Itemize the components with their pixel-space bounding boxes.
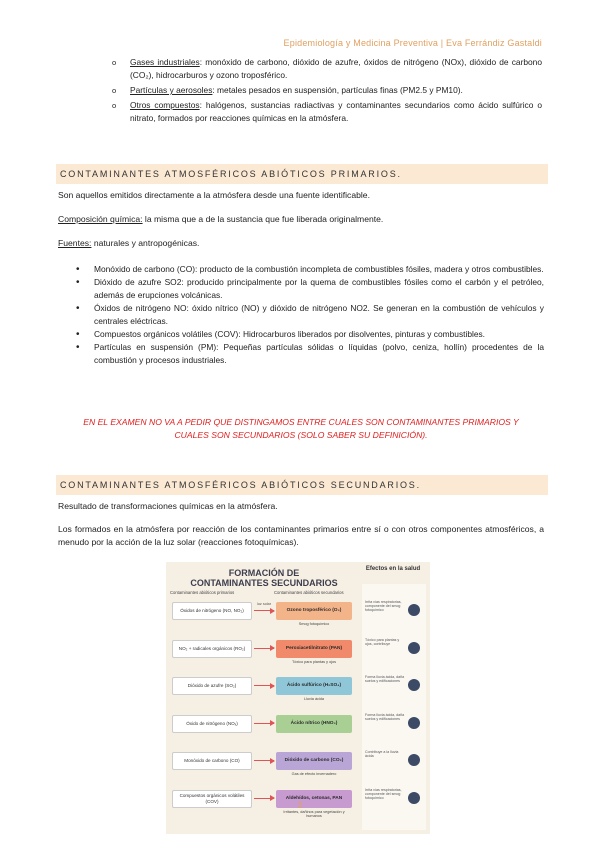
health-effect-icon — [408, 604, 420, 616]
list-item: • Monóxido de carbono (CO): producto de la combustión incompleta de combustibles fósiles, madera y otros combustibles. — [72, 263, 544, 276]
arrow-head-icon — [270, 683, 275, 689]
primary-pollutant-box: Monóxido de carbono (CO) — [172, 752, 252, 770]
col-effects-header: Efectos en la salud — [365, 566, 421, 572]
secondary-pollutant-box: Dióxido de carbono (CO₂) — [276, 752, 352, 770]
arrow-head-icon — [270, 608, 275, 614]
health-effect-text: Tóxico para plantas y ojos, contribuye — [365, 637, 400, 646]
secondary-note: Smog fotoquímico — [298, 622, 330, 626]
health-effect-icon — [408, 754, 420, 766]
arrow-head-icon — [270, 645, 275, 651]
health-effect-icon — [408, 642, 420, 654]
secondary-pollutant-box: Aldehídos, cetonas, PAN — [276, 790, 352, 808]
list-item: • Óxidos de nitrógeno NO: óxido nítrico (NO) y dióxido de nitrógeno NO2. Se generan en la combustión de vehículos y centrales eléctricas. — [72, 302, 544, 328]
health-effect-icon — [408, 717, 420, 729]
arrow-head-icon — [270, 720, 275, 726]
secondary-pollutant-box: Ácido nítrico (HNO₃) — [276, 715, 352, 733]
primary-pollutant-box: Dióxido de azufre (SO₂) — [172, 677, 252, 695]
section-heading-primarios: CONTAMINANTES ATMOSFÉRICOS ABIÓTICOS PRIMARIOS. — [56, 164, 548, 184]
secondary-note: Irritantes, dañinos para vegetación y humanos — [283, 809, 345, 818]
list-item — [112, 56, 542, 82]
composition-label: Composición química: — [58, 214, 143, 224]
primary-pollutant-box: Óxido de nitrógeno (NOₓ) — [172, 715, 252, 733]
health-effect-text: Irrita vías respiratorias, componente del smog fotoquímico — [365, 600, 402, 613]
list-item-term: Gases industriales — [130, 57, 200, 67]
secondary-note: Gas de efecto invernadero — [291, 772, 337, 776]
list-item — [112, 84, 542, 97]
list-item — [112, 99, 542, 125]
secondary-pollutant-box: Ozono troposférico (O₃) — [276, 602, 352, 620]
arrow-label: luz solar — [256, 602, 272, 606]
infographic-title-line2: CONTAMINANTES SECUNDARIOS — [190, 578, 338, 588]
sources-label: Fuentes: — [58, 238, 92, 248]
sources-text: naturales y antropogénicas. — [91, 238, 200, 248]
primary-pollutant-box: Óxidos de nitrógeno (NO, NO₂) — [172, 602, 252, 620]
list-item-text: : metales pesados en suspensión, partículas finas (PM2.5 y PM10). — [212, 85, 463, 95]
infographic-title-line1: FORMACIÓN DE — [228, 568, 300, 578]
secondary-note: Lluvia ácida — [303, 697, 325, 701]
composition-text: la misma que a de la sustancia que fue liberada originalmente. — [142, 214, 384, 224]
page-number: 2 — [297, 800, 303, 810]
sources-line — [58, 237, 544, 250]
health-effect-text: Forma lluvia ácida, daña suelos y edificaciones — [365, 712, 405, 721]
col-primary-header: Contaminantes abióticos primarios — [170, 590, 235, 595]
list-item: • Dióxido de azufre SO2: producido principalmente por la quema de combustibles fósiles como el carbón y el petróleo, además de erupciones volcánicas. — [72, 276, 544, 302]
composition-line — [58, 213, 544, 226]
exam-warning: EN EL EXAMEN NO VA A PEDIR QUE DISTINGAMOS ENTRE CUALES SON CONTAMINANTES PRIMARIOS Y CUALES SON SECUNDARIOS (SOLO SABER SU DEFINICIÓN). — [83, 417, 519, 440]
secondary-pollutants-infographic — [166, 562, 430, 834]
col-secondary-header: Contaminantes abióticos secundarios — [274, 590, 344, 595]
health-effect-text: Contribuye a la lluvia ácida — [365, 750, 399, 759]
secondary-note: Tóxico para plantas y ojos — [291, 659, 337, 664]
page-header: Epidemiología y Medicina Preventiva | Eva Ferrándiz Gastaldi — [283, 38, 542, 48]
secundarios-paragraph: Los formados en la atmósfera por reacción de los contaminantes primarios entre sí o con otros componentes atmosféricos, a menudo por la acción de la luz solar (reacciones fotoquímicas). — [58, 524, 544, 547]
primarios-intro: Son aquellos emitidos directamente a la atmósfera desde una fuente identificable. — [58, 190, 370, 200]
top-sublist — [112, 56, 542, 127]
list-item: • Partículas en suspensión (PM): Pequeñas partículas sólidas o líquidas (polvo, ceniza, hollín) procedentes de la combustión y procesos industriales. — [72, 341, 544, 367]
list-item-text: : monóxido de carbono, dióxido de azufre, óxidos de nitrógeno (NOx), dióxido de carbono (CO₂), hidrocarburos y ozono troposférico. — [130, 57, 542, 80]
list-item-term: Partículas y aerosoles — [130, 85, 213, 95]
list-item-text: : halógenos, sustancias radiactivas y contaminantes secundarios como ácido sulfúrico o nitrato, formados por reacciones químicas en la atmósfera. — [130, 100, 542, 123]
arrow-head-icon — [270, 758, 275, 764]
list-item: • Compuestos orgánicos volátiles (COV): Hidrocarburos liberados por disolventes, pinturas y combustibles. — [72, 328, 544, 341]
secondary-pollutant-box: Ácido sulfúrico (H₂SO₄) — [276, 677, 352, 695]
primary-pollutant-box: Compuestos orgánicos volátiles (COV) — [172, 790, 252, 808]
secundarios-intro: Resultado de transformaciones químicas en la atmósfera. — [58, 501, 278, 511]
health-effect-text: Irrita vías respiratorias, componente del smog fotoquímico — [365, 787, 402, 800]
primary-pollutants-list — [72, 263, 544, 367]
list-item-term: Otros compuestos — [130, 100, 200, 110]
infographic-title — [176, 568, 352, 588]
health-effect-icon — [408, 679, 420, 691]
secondary-pollutant-box: Peroxiacetilnitrato (PAN) — [276, 640, 352, 658]
section-heading-secundarios: CONTAMINANTES ATMOSFÉRICOS ABIÓTICOS SECUNDARIOS. — [56, 475, 548, 495]
primary-pollutant-box: NO₂ + radicales orgánicos (RO₂) — [172, 640, 252, 658]
health-effect-text: Forma lluvia ácida, daña suelos y edificaciones — [365, 675, 405, 684]
